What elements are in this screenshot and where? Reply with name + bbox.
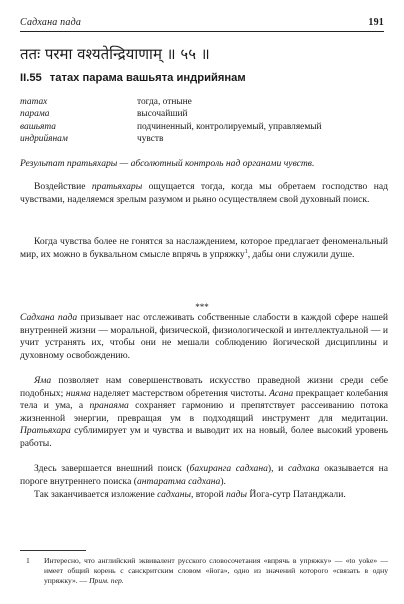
sutra-heading xyxy=(20,72,390,84)
emphasis: Асана xyxy=(269,387,294,399)
paragraph-2 xyxy=(20,236,388,261)
paragraph-4 xyxy=(20,375,388,451)
section-separator: *** xyxy=(195,302,209,312)
glossary-term: индрийянам xyxy=(20,134,68,145)
footnote-ref[interactable]: 1 xyxy=(244,248,248,255)
emphasis: садхака xyxy=(287,463,320,474)
glossary-row xyxy=(20,96,390,108)
emphasis: антаратма садхана xyxy=(136,475,221,487)
emphasis: садханы xyxy=(157,489,191,500)
text-span: позволяет нам совершенствовать искусство праведной жизни среди себе подобных; xyxy=(20,375,388,399)
glossary-term: вашьята xyxy=(20,121,56,132)
sutra-result: Результат пратьяхары — абсолютный контроль над органами чувств. xyxy=(20,158,315,169)
running-header xyxy=(20,17,384,28)
page-number: 191 xyxy=(368,17,384,28)
footnote-mark: 1 xyxy=(26,556,30,565)
text-span: , второй xyxy=(190,489,227,500)
emphasis: бахиранга садхана xyxy=(189,463,268,474)
text-span: Так заканчивается изложение xyxy=(34,489,158,500)
glossary-term: татах xyxy=(20,97,48,107)
text-span: прекращает колебания тела и ума, а xyxy=(20,387,389,412)
paragraph-6 xyxy=(20,489,388,502)
glossary-meaning: чувств xyxy=(137,134,164,145)
glossary-row xyxy=(20,108,390,120)
text-span: Когда чувства более не гонятся за наслаждением, которое предлагает феноменальный мир, их можно в буквальном смысле впрячь в упряжку xyxy=(20,236,388,260)
paragraph-5 xyxy=(20,463,388,488)
text-span: сублимирует ум и чувства и выводит их на новый, более высокий уровень работы. xyxy=(20,425,388,449)
emphasis: Яма xyxy=(34,375,52,386)
text-span: наделяет мастерством обретения чистоты. xyxy=(90,387,270,399)
text-span: ), и xyxy=(267,463,288,474)
glossary-meaning: подчиненный, контролируемый, управляемый xyxy=(137,121,322,132)
emphasis: пратьяхары xyxy=(91,181,143,192)
glossary-row xyxy=(20,133,390,145)
text-span: ощущается тогда, когда мы обретаем господство над чувствами, наделяемся зрелым разумом и рьяно осуществляем свой духовный поиск. xyxy=(20,181,388,205)
text-span: оказывается на пороге внутреннего поиска ( xyxy=(20,463,388,487)
footnote-attribution: Прим. пер. xyxy=(89,576,124,585)
text-span: сохраняет гармонию и препятствует рассеиванию потока жизненной энергии, превращая ум в подходящий инструмент для медитации. xyxy=(20,400,388,424)
footnote-text: Интересно, что английский эквивалент русского словосочетания «впрячь в упряжку» — «to yoke» — имеет общий корень с санскритским словом «йога», одно из значений которого «связать в одну упряжку». — xyxy=(44,556,388,585)
text-span: , дабы они служили душе. xyxy=(247,248,355,260)
text-span: Воздействие xyxy=(34,181,92,192)
header-rule xyxy=(20,31,384,32)
glossary-row xyxy=(20,121,390,133)
sutra-sanskrit: ततः परमा वश्यतेन्द्रियाणाम् ॥ ५५ ॥ xyxy=(20,45,210,63)
footnote-rule xyxy=(20,550,86,551)
text-span: призывает нас отслеживать собственные слабости в каждой сфере нашей внутренней жизни — моральной, физической, физиологической и интеллектуальной — и учит устранять их, чтобы они не мешали соблюдению йогической дисциплины и духовному освобождению. xyxy=(20,312,388,361)
emphasis: нияма xyxy=(65,387,91,399)
footnote xyxy=(26,556,388,586)
emphasis: Пратьяхара xyxy=(20,425,71,437)
glossary-meaning: высочайший xyxy=(137,109,188,120)
glossary-meaning: тогда, отныне xyxy=(137,97,192,107)
sutra-number: II.55 xyxy=(20,72,42,84)
emphasis: пранаяма xyxy=(89,400,129,412)
text-span: Здесь завершается внешний поиск ( xyxy=(34,463,190,474)
emphasis: Садхана пада xyxy=(20,312,78,323)
text-span: ). xyxy=(220,475,226,487)
glossary xyxy=(20,96,390,146)
paragraph-1 xyxy=(20,181,388,206)
glossary-term: парама xyxy=(20,109,50,120)
paragraph-3 xyxy=(20,312,388,362)
running-title: Садхана пада xyxy=(20,17,82,28)
text-span: Йога-сутр Патанджали. xyxy=(247,489,346,500)
sutra-transliteration: татах парама вашьята индрийянам xyxy=(49,72,246,84)
emphasis: пады xyxy=(226,489,247,500)
